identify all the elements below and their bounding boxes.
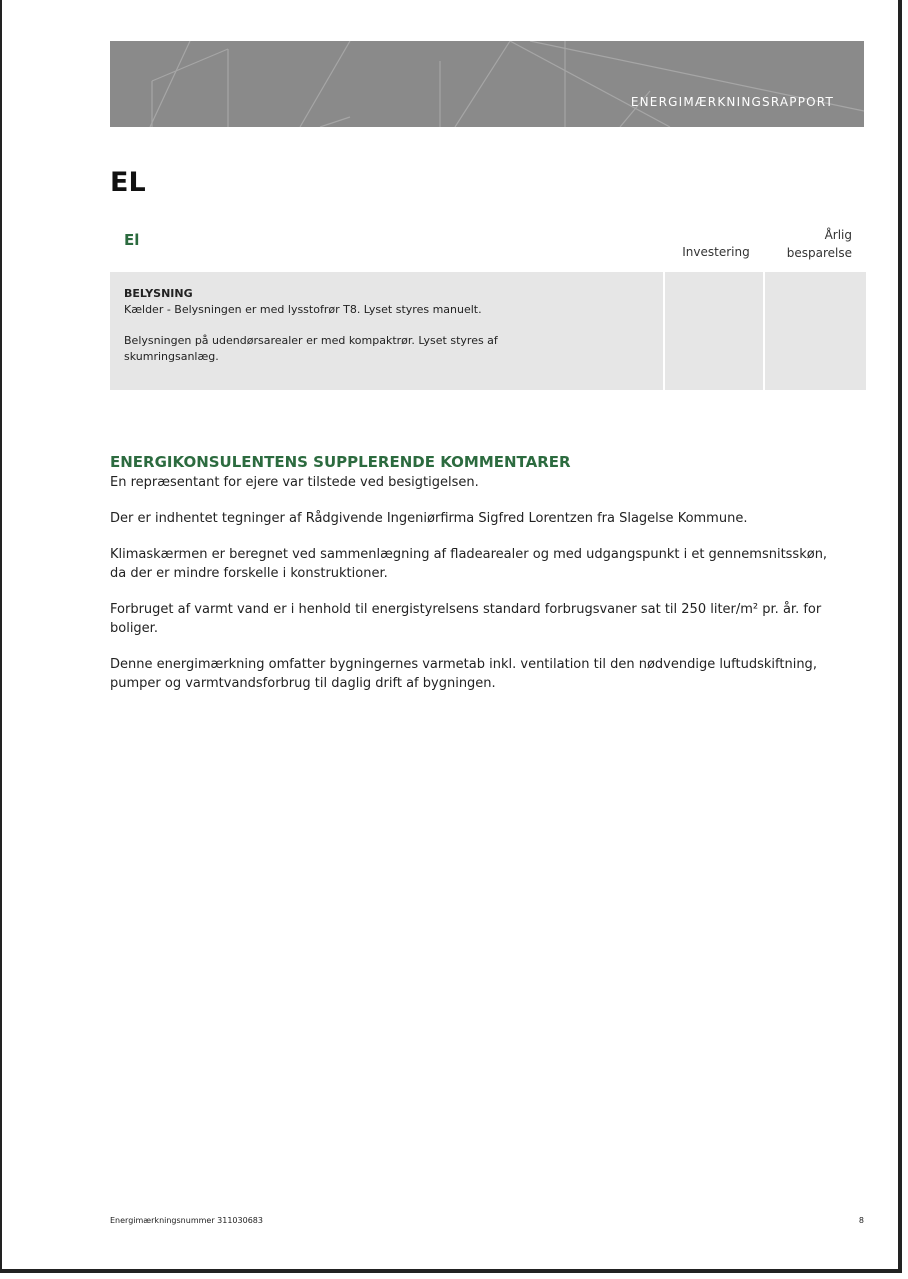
- column-header-savings-line1: Årlig: [824, 228, 852, 242]
- row-investment-cell: [663, 272, 764, 390]
- column-header-savings: [772, 226, 852, 262]
- header-banner: [110, 41, 864, 127]
- table-header: [110, 222, 864, 272]
- report-title: ENERGIMÆRKNINGSRAPPORT: [630, 95, 834, 109]
- column-header-investment: Investering: [682, 245, 750, 259]
- table-row: [110, 272, 864, 390]
- row-heading: BELYSNING: [124, 287, 193, 300]
- comment-paragraph: Klimaskærmen er beregnet ved sammenlægning af fladearealer og med udgangspunkt i et gennemsnitsskøn, da der er mindre forskelle i konstruktioner.: [110, 547, 828, 581]
- comment-paragraph: En repræsentant for ejere var tilstede ved besigtigelsen.: [110, 475, 479, 490]
- comment-paragraph: Denne energimærkning omfatter bygningernes varmetab inkl. ventilation til den nødvendige luftudskiftning, pumper og varmtvandsforbrug til daglig drift af bygningen.: [110, 657, 817, 691]
- row-savings-cell: [763, 272, 866, 390]
- comments-title: ENERGIKONSULENTENS SUPPLERENDE KOMMENTARER: [110, 453, 571, 471]
- row-description-cell: [110, 272, 661, 390]
- row-text-line: Belysningen på udendørsarealer er med kompaktrør. Lyset styres af: [124, 334, 498, 347]
- table-category-label: El: [124, 231, 140, 249]
- comment-paragraph: Der er indhentet tegninger af Rådgivende Ingeniørfirma Sigfred Lorentzen fra Slagelse Kommune.: [110, 511, 748, 526]
- energy-label-number: Energimærkningsnummer 311030683: [110, 1216, 263, 1225]
- banner-decoration: [110, 41, 864, 127]
- row-text-line: skumringsanlæg.: [124, 350, 219, 363]
- page-number: 8: [858, 1216, 864, 1225]
- row-text-line: Kælder - Belysningen er med lysstofrør T8. Lyset styres manuelt.: [124, 303, 482, 316]
- column-header-savings-line2: besparelse: [786, 246, 852, 260]
- section-title: EL: [110, 167, 146, 198]
- consultant-comments: [110, 453, 840, 710]
- comment-paragraph: Forbruget af varmt vand er i henhold til energistyrelsens standard forbrugsvaner sat til 250 liter/m² pr. år. for boliger.: [110, 602, 822, 636]
